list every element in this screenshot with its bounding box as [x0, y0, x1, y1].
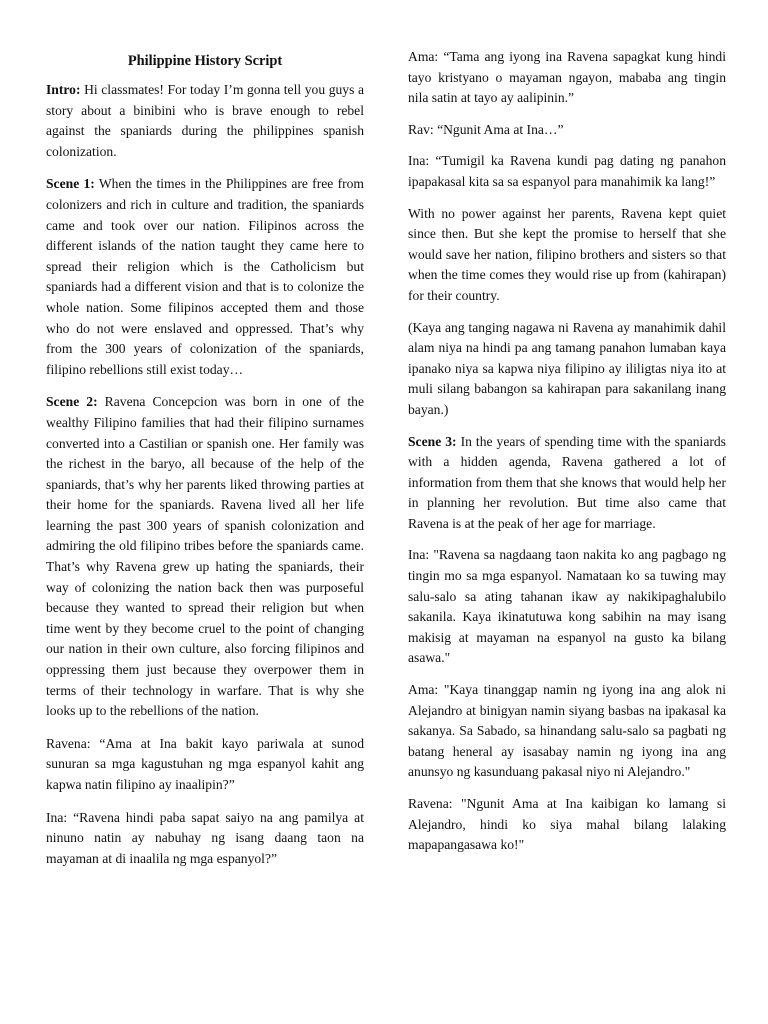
document-title: Philippine History Script	[127, 53, 283, 69]
paragraph-text: Ama: "Kaya tinanggap namin ng iyong ina ang alok ni Alejandro at binigyan namin siyang basbas na ipakasal ka sakanya. Sa Sabado, sa hinandang salu-salo sa pagbati ng batang heneral ay isasabay namin ng iyong ina ang anunsyo ng kasunduang pakasal niyo ni Alejandro."	[408, 682, 726, 780]
paragraph-text: Ravena: "Ngunit Ama at Ina kaibigan ko lamang si Alejandro, hindi ko siya mahal bilang lalaking mapapangasawa ko!"	[408, 796, 726, 853]
paragraph-text: With no power against her parents, Ravena kept quiet since then. But she kept the promise to herself that she would save her nation, filipino brothers and sisters so that when the time comes they would rise up from (kahirapan) for their country.	[408, 205, 726, 303]
paragraph-label: Scene 3:	[408, 433, 457, 449]
paragraph-scene-2	[46, 392, 364, 722]
dialogue-ama-2	[408, 680, 726, 783]
paragraph-text: Ina: “Ravena hindi paba sapat saiyo na ang pamilya at ninuno natin ay nabuhay ng isang daang taon na mayaman at di inaalila ng mga espanyol?”	[46, 809, 364, 866]
dialogue-ina-3	[408, 545, 726, 669]
paragraph-narration-1	[408, 204, 726, 307]
paragraph-scene-1	[46, 174, 364, 380]
right-column	[408, 47, 726, 1024]
paragraph-text: Ravena: “Ama at Ina bakit kayo pariwala at sunod sunuran sa mga kagustuhan ng mga espanyol kahit ang kapwa natin filipino ay inaalipin?”	[46, 735, 364, 792]
paragraph-label: Scene 2:	[46, 394, 98, 410]
paragraph-text: In the years of spending time with the spaniards with a hidden agenda, Ravena gathered a lot of information from them that she knows that would help her in planning her revolution. But time also came that Ravena is at the peak of her age for marriage.	[408, 433, 726, 531]
paragraph-narration-2	[408, 318, 726, 421]
paragraph-text: Rav: “Ngunit Ama at Ina…”	[408, 121, 564, 137]
paragraph-text: (Kaya ang tanging nagawa ni Ravena ay manahimik dahil alam niya na hindi pa ang tamang panahon lumaban kaya ipanako niya sa kapwa niya filipino ay ililigtas niya ito at muli silang babangon sa kahirapan para sakanilang inang bayan.)	[408, 319, 726, 417]
dialogue-ina	[46, 808, 364, 870]
dialogue-ravena-2	[408, 794, 726, 856]
dialogue-rav	[408, 120, 726, 141]
paragraph-label: Scene 1:	[46, 176, 95, 192]
paragraph-text: Ina: "Ravena sa nagdaang taon nakita ko ang pagbago ng tingin mo sa mga espanyol. Namataan ko sa tuwing may salu-salo sa ating tahanan ikaw ay nakikipaghalubilo sakanila. Kaya ikinatutuwa kong sabihin na may isang makisig at mayaman na espanyol na gusto ka bilang asawa."	[408, 547, 726, 666]
left-column	[46, 44, 364, 1024]
paragraph-scene-3	[408, 432, 726, 535]
paragraph-text: Ama: “Tama ang iyong ina Ravena sapagkat kung hindi tayo kristyano o mayaman ngayon, mababa ang tingin nila satin at tayo ay aalipinin.”	[408, 49, 726, 106]
dialogue-ina-2	[408, 151, 726, 192]
paragraph-text: Ravena Concepcion was born in one of the wealthy Filipino families that had their filipino surnames converted into a Castilian or spanish one. Her family was the richest in the baryo, all because of the help of the spaniards, that’s why her parents liked throwing parties at their home for the spaniards. Ravena lived all her life learning the past 300 years of spanish colonization and admiring the old filipino tribes before the spaniards came. That’s why Ravena grew up hating the spaniards, their way of colonizing the nation back then was purposeful because they wanted to spread their religion but when time went by they become cruel to the point of changing our nation in their own culture, also forcing filipinos and oppressing them just because they overpower them in terms of their technology in warfare. That is why she looks up to the rebellions of the nation.	[46, 394, 364, 719]
dialogue-ama	[408, 47, 726, 109]
dialogue-ravena	[46, 734, 364, 796]
paragraph-label: Intro:	[46, 82, 81, 97]
paragraph-text: Hi classmates! For today I’m gonna tell you guys a story about a binibini who is brave enough to rebel against the spaniards during the philippines spanish colonization.	[46, 82, 364, 159]
paragraph-text: When the times in the Philippines are free from colonizers and rich in culture and tradition, the spaniards came and took over our nation. Filipinos across the different islands of the nation taught they came here to spread their religion which is the Catholicism but spaniards had a different vision and that is to colonize the whole nation. Some filipinos accepted them and those who do not were enslaved and oppressed. That’s why from the 300 years of colonization of the spaniards, filipino rebellions still exist today…	[46, 176, 364, 377]
paragraph-text: Ina: “Tumigil ka Ravena kundi pag dating ng panahon ipapakasal kita sa sa espanyol para manahimik ka lang!”	[408, 153, 726, 189]
paragraph-intro	[46, 80, 364, 162]
